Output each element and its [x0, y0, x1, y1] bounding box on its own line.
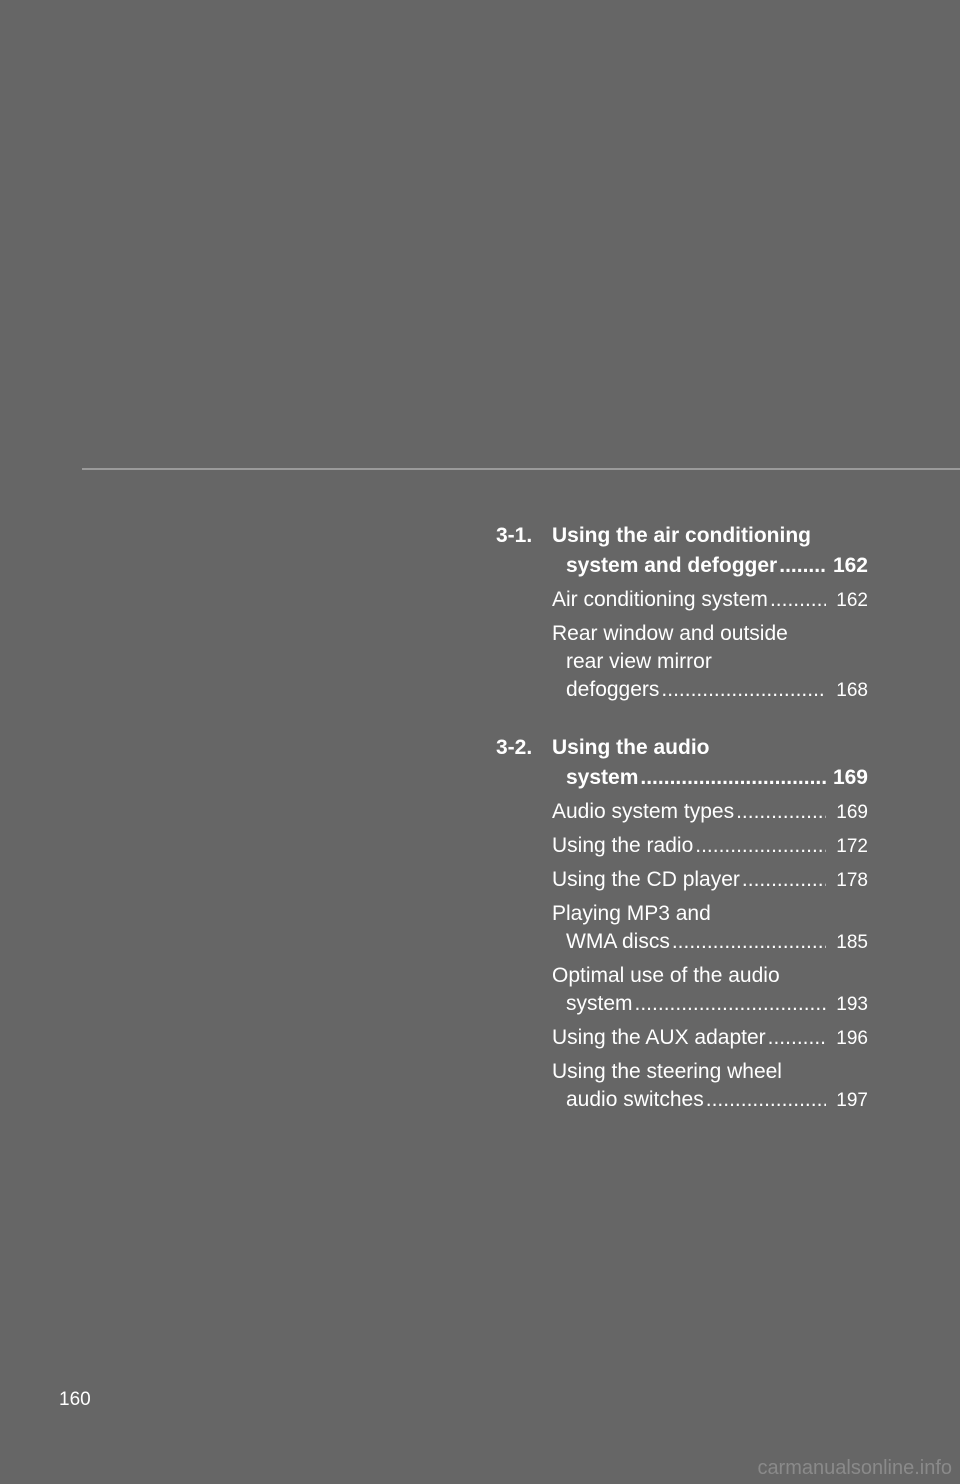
- section-title-line2: system and defogger: [566, 554, 778, 577]
- entry-title-line: Playing MP3 and: [552, 902, 711, 925]
- section-title-row: [552, 551, 868, 581]
- entry-page: 162: [836, 590, 868, 611]
- leader-dots: [706, 1086, 826, 1114]
- entry-page: 172: [836, 836, 868, 857]
- entry-page: 169: [836, 802, 868, 823]
- entry-title-line: rear view mirror: [566, 650, 712, 673]
- entry-row: [552, 586, 868, 615]
- entry-title: system: [566, 992, 633, 1015]
- entry-page: 178: [836, 870, 868, 891]
- table-of-contents: [496, 521, 868, 1143]
- leader-dots: [695, 832, 826, 860]
- section-number: 3-1.: [496, 524, 533, 547]
- entry-page: 193: [836, 994, 868, 1015]
- toc-entry[interactable]: [552, 1058, 868, 1115]
- leader-dots: [635, 990, 826, 1018]
- entry-title: Air conditioning system: [552, 588, 768, 611]
- entry-row: [552, 990, 868, 1019]
- page-number: 160: [59, 1389, 91, 1410]
- section-title-line1: Using the audio: [552, 736, 710, 759]
- section-number: 3-2.: [496, 736, 533, 759]
- entry-page: 168: [836, 680, 868, 701]
- section-3-2: [496, 733, 868, 1115]
- watermark: carmanualsonline.info: [757, 1457, 952, 1479]
- section-page: 162: [832, 554, 868, 577]
- entry-title: Using the CD player: [552, 868, 740, 891]
- toc-entry[interactable]: [552, 832, 868, 861]
- toc-entry[interactable]: [552, 1024, 868, 1053]
- entry-title: Using the AUX adapter: [552, 1026, 766, 1049]
- section-title-row: [552, 763, 868, 793]
- section-title-line2: system: [566, 766, 639, 789]
- leader-dots: [661, 676, 826, 704]
- entry-row: [552, 676, 868, 705]
- entry-row: [552, 866, 868, 895]
- section-heading[interactable]: [496, 521, 868, 581]
- section-entries: [552, 586, 868, 705]
- leader-dots: [672, 928, 826, 956]
- section-title-line1: Using the air conditioning: [552, 524, 811, 547]
- entry-title: WMA discs: [566, 930, 670, 953]
- entry-title-line: Optimal use of the audio: [552, 964, 780, 987]
- toc-entry[interactable]: [552, 586, 868, 615]
- entry-title: Using the radio: [552, 834, 694, 857]
- section-title: [552, 521, 868, 581]
- leader-dots: [779, 551, 826, 581]
- leader-dots: [770, 586, 826, 614]
- leader-dots: [742, 866, 826, 894]
- section-title: [552, 733, 868, 793]
- entry-row: [552, 832, 868, 861]
- entry-title-line: Rear window and outside: [552, 622, 788, 645]
- entry-title-line: Using the steering wheel: [552, 1060, 782, 1083]
- entry-row: [552, 928, 868, 957]
- section-page: 169: [832, 766, 868, 789]
- entry-row: [552, 1086, 868, 1115]
- section-3-1: [496, 521, 868, 705]
- entry-title: defoggers: [566, 678, 660, 701]
- leader-dots: [736, 798, 826, 826]
- leader-dots: [640, 763, 826, 793]
- entry-row: [552, 798, 868, 827]
- entry-page: 185: [836, 932, 868, 953]
- entry-title: Audio system types: [552, 800, 735, 823]
- toc-entry[interactable]: [552, 900, 868, 957]
- entry-row: [552, 1024, 868, 1053]
- header-divider: [82, 468, 960, 470]
- entry-page: 196: [836, 1028, 868, 1049]
- toc-entry[interactable]: [552, 866, 868, 895]
- toc-entry[interactable]: [552, 620, 868, 705]
- leader-dots: [768, 1024, 826, 1052]
- toc-entry[interactable]: [552, 962, 868, 1019]
- entry-page: 197: [836, 1090, 868, 1111]
- toc-entry[interactable]: [552, 798, 868, 827]
- section-entries: [552, 798, 868, 1115]
- section-heading[interactable]: [496, 733, 868, 793]
- entry-title: audio switches: [566, 1088, 704, 1111]
